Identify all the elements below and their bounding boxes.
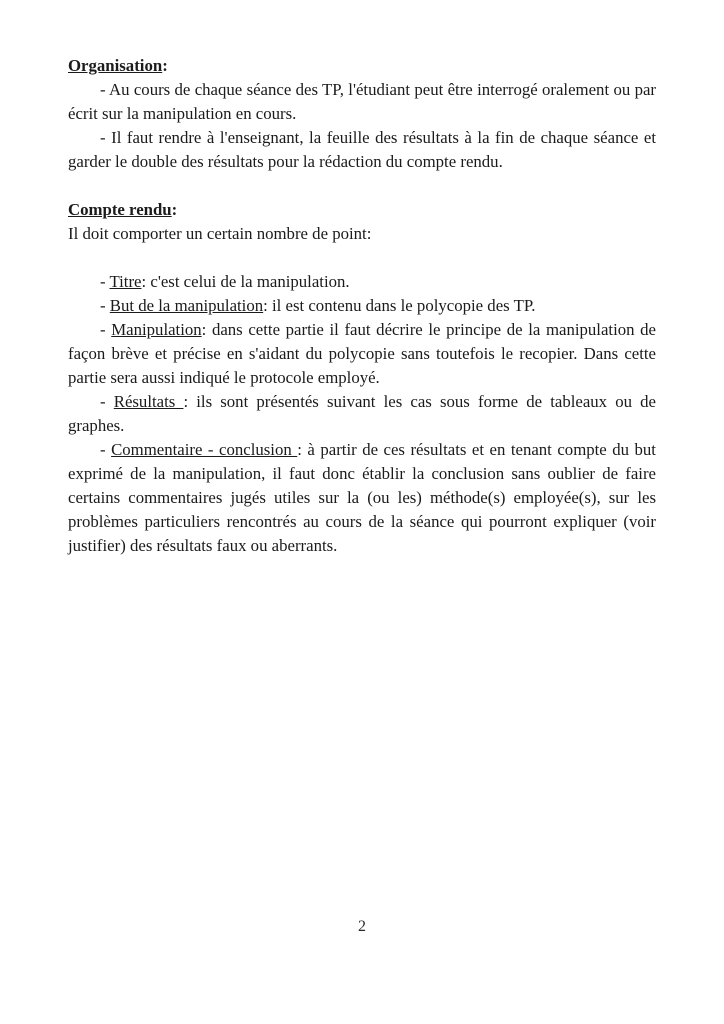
item-dash: -: [100, 440, 112, 459]
heading-colon: :: [171, 200, 178, 219]
heading-colon: :: [162, 56, 168, 75]
blank-line: [68, 246, 656, 270]
item-term: Manipulation: [111, 320, 202, 339]
section-heading-compte-rendu: [68, 198, 656, 222]
item-text: : c'est celui de la manipulation.: [141, 272, 350, 291]
item-term: But de la manipulation: [109, 296, 264, 315]
item-dash: -: [100, 272, 110, 291]
section-heading-organisation: [68, 54, 656, 78]
list-item-but: [68, 294, 656, 318]
heading-text: Organisation: [68, 56, 163, 75]
list-item-resultats: [68, 390, 656, 438]
item-dash: -: [100, 392, 114, 411]
page-content: [68, 54, 656, 558]
item-dash: -: [100, 296, 110, 315]
list-item-commentaire-conclusion: [68, 438, 656, 558]
item-text: : ils sont présentés suivant les cas sous forme de tableaux ou de graphes.: [68, 392, 656, 435]
section-intro: Il doit comporter un certain nombre de point:: [68, 224, 372, 243]
list-item-titre: [68, 270, 656, 294]
item-text: : il est contenu dans le polycopie des TP.: [263, 296, 536, 315]
item-term: Commentaire - conclusion: [111, 440, 298, 459]
item-text: : à partir de ces résultats et en tenant compte du but exprimé de la manipulation, il faut donc établir la conclusion sans oublier de faire certains commentaires jugés utiles sur la (ou les) méthode(s) employée(s), sur les problèmes particuliers rencontrés au cours de la séance qui pourront expliquer (voir justifier) des résultats faux ou aberrants.: [68, 440, 656, 555]
item-dash: -: [100, 320, 112, 339]
paragraph: - Il faut rendre à l'enseignant, la feuille des résultats à la fin de chaque séance et garder le double des résultats pour la rédaction du compte rendu.: [68, 128, 656, 171]
item-term: Résultats: [113, 392, 184, 411]
heading-text: Compte rendu: [68, 200, 172, 219]
blank-line: [68, 174, 656, 198]
item-term: Titre: [109, 272, 142, 291]
paragraph: - Au cours de chaque séance des TP, l'étudiant peut être interrogé oralement ou par écrit sur la manipulation en cours.: [68, 80, 656, 123]
list-item-manipulation: [68, 318, 656, 390]
item-text: : dans cette partie il faut décrire le principe de la manipulation de façon brève et précise en s'aidant du polycopie sans toutefois le recopier. Dans cette partie sera aussi indiqué le protocole employé.: [68, 320, 656, 387]
page-number: 2: [358, 918, 366, 935]
